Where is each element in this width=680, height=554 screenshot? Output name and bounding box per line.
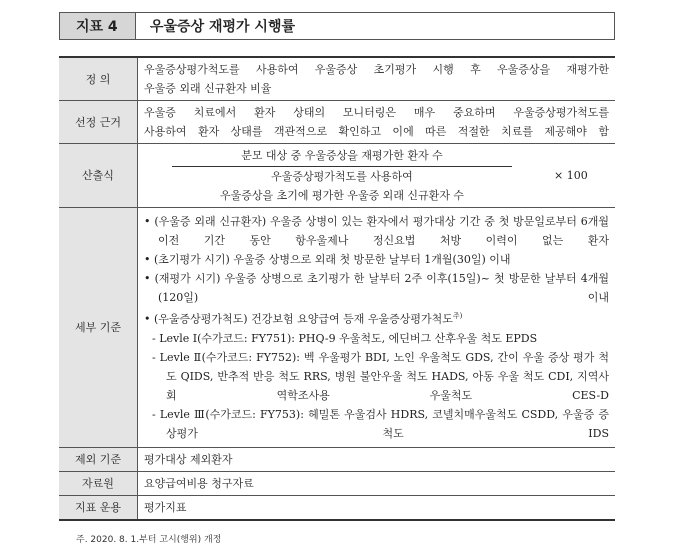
footnote: 주. 2020. 8. 1.부터 고시(행위) 개정 [76,535,222,545]
details-subitem-level1: - Levle Ⅰ(수가코드: FY751): PHQ-9 우울척도, 에딘버그 산후우울 척도 EPDS [152,331,538,345]
definition-row [59,57,615,101]
definition-content [138,57,616,101]
formula-row [59,144,615,208]
indicator-table [59,56,615,521]
source-row [59,472,615,496]
details-item-1: • (우울증 외래 신규환자) 우울증 상병이 있는 환자에서 평가대상 기간 중 첫 방문일로부터 6개월 이전 기간 동안 항우울제나 정신요법 처방 이력이 없는 환자 [144,215,609,248]
details-row [59,208,615,448]
formula-numerator: 분모 대상 중 우울증상을 재평가한 환자 수 [172,146,512,167]
exclusion-label: 제외 기준 [59,448,138,472]
details-item-4: • (우울증상평가척도) 건강보험 요양급여 등재 우울증상평가척도 [144,312,453,326]
source-text: 요양급여비용 청구자료 [138,472,616,496]
formula-fraction [172,146,512,205]
details-item-4-wrap [144,307,609,329]
usage-text: 평가지표 [138,496,616,521]
details-item-2: • (초기평가 시기) 우울증 상병으로 외래 첫 방문한 날부터 1개월(30일) 이내 [144,253,511,267]
rationale-line-1: 우울증 치료에서 환자 상태의 모니터링은 매우 중요하며 우울증상평가척도를 [144,106,609,119]
rationale-row [59,101,615,144]
exclusion-text: 평가대상 제외환자 [138,448,616,472]
formula-multiplier: × 100 [554,169,588,182]
definition-label: 정 의 [59,57,138,101]
details-subitem-level3: - Levle Ⅲ(수가코드: FY753): 헤밀톤 우울검사 HDRS, 코넬치매우울척도 CSDD, 우울증 증상평가 척도 IDS [152,407,609,440]
formula [144,146,609,205]
details-item-3: • (재평가 시기) 우울증 상병으로 초기평가 한 날부터 2주 이후(15일)~ 첫 방문한 날부터 4개월(120일) 이내 [144,272,609,305]
rationale-line-2: 사용하여 환자 상태를 객관적으로 확인하고 이에 따른 적절한 치료를 제공해야 함 [144,125,609,138]
formula-label: 산출식 [59,144,138,208]
formula-content [138,144,616,208]
indicator-title-box [59,12,615,40]
definition-line-1: 우울증상평가척도를 사용하여 우울증상 초기평가 시행 후 우울증상을 재평가한 [144,63,609,76]
indicator-number: 지표 4 [60,13,136,39]
details-item-4-footnote-mark: 주) [452,312,463,321]
details-label: 세부 기준 [59,208,138,448]
indicator-name: 우울증상 재평가 시행률 [150,19,295,35]
usage-row [59,496,615,521]
details-content [138,208,616,448]
exclusion-row [59,448,615,472]
formula-denominator-line-2: 우울증상을 초기에 평가한 우울증 외래 신규환자 수 [219,189,465,202]
rationale-label: 선정 근거 [59,101,138,144]
formula-denominator-line-1: 우울증상평가척도를 사용하여 [271,170,413,183]
rationale-content [138,101,616,144]
usage-label: 지표 운용 [59,496,138,521]
definition-line-2: 우울증 외래 신규환자 비율 [144,82,272,95]
source-label: 자료원 [59,472,138,496]
details-subitem-level2: - Levle Ⅱ(수가코드: FY752): 벡 우울평가 BDI, 노인 우울척도 GDS, 간이 우울 증상 평가 척도 QIDS, 반추적 반응 척도 RRS, 병원 불안우울 척도 HADS, 아동 우울 척도 CDI, 지역사회 역학조사용 우울척도 CES-D [152,350,609,402]
